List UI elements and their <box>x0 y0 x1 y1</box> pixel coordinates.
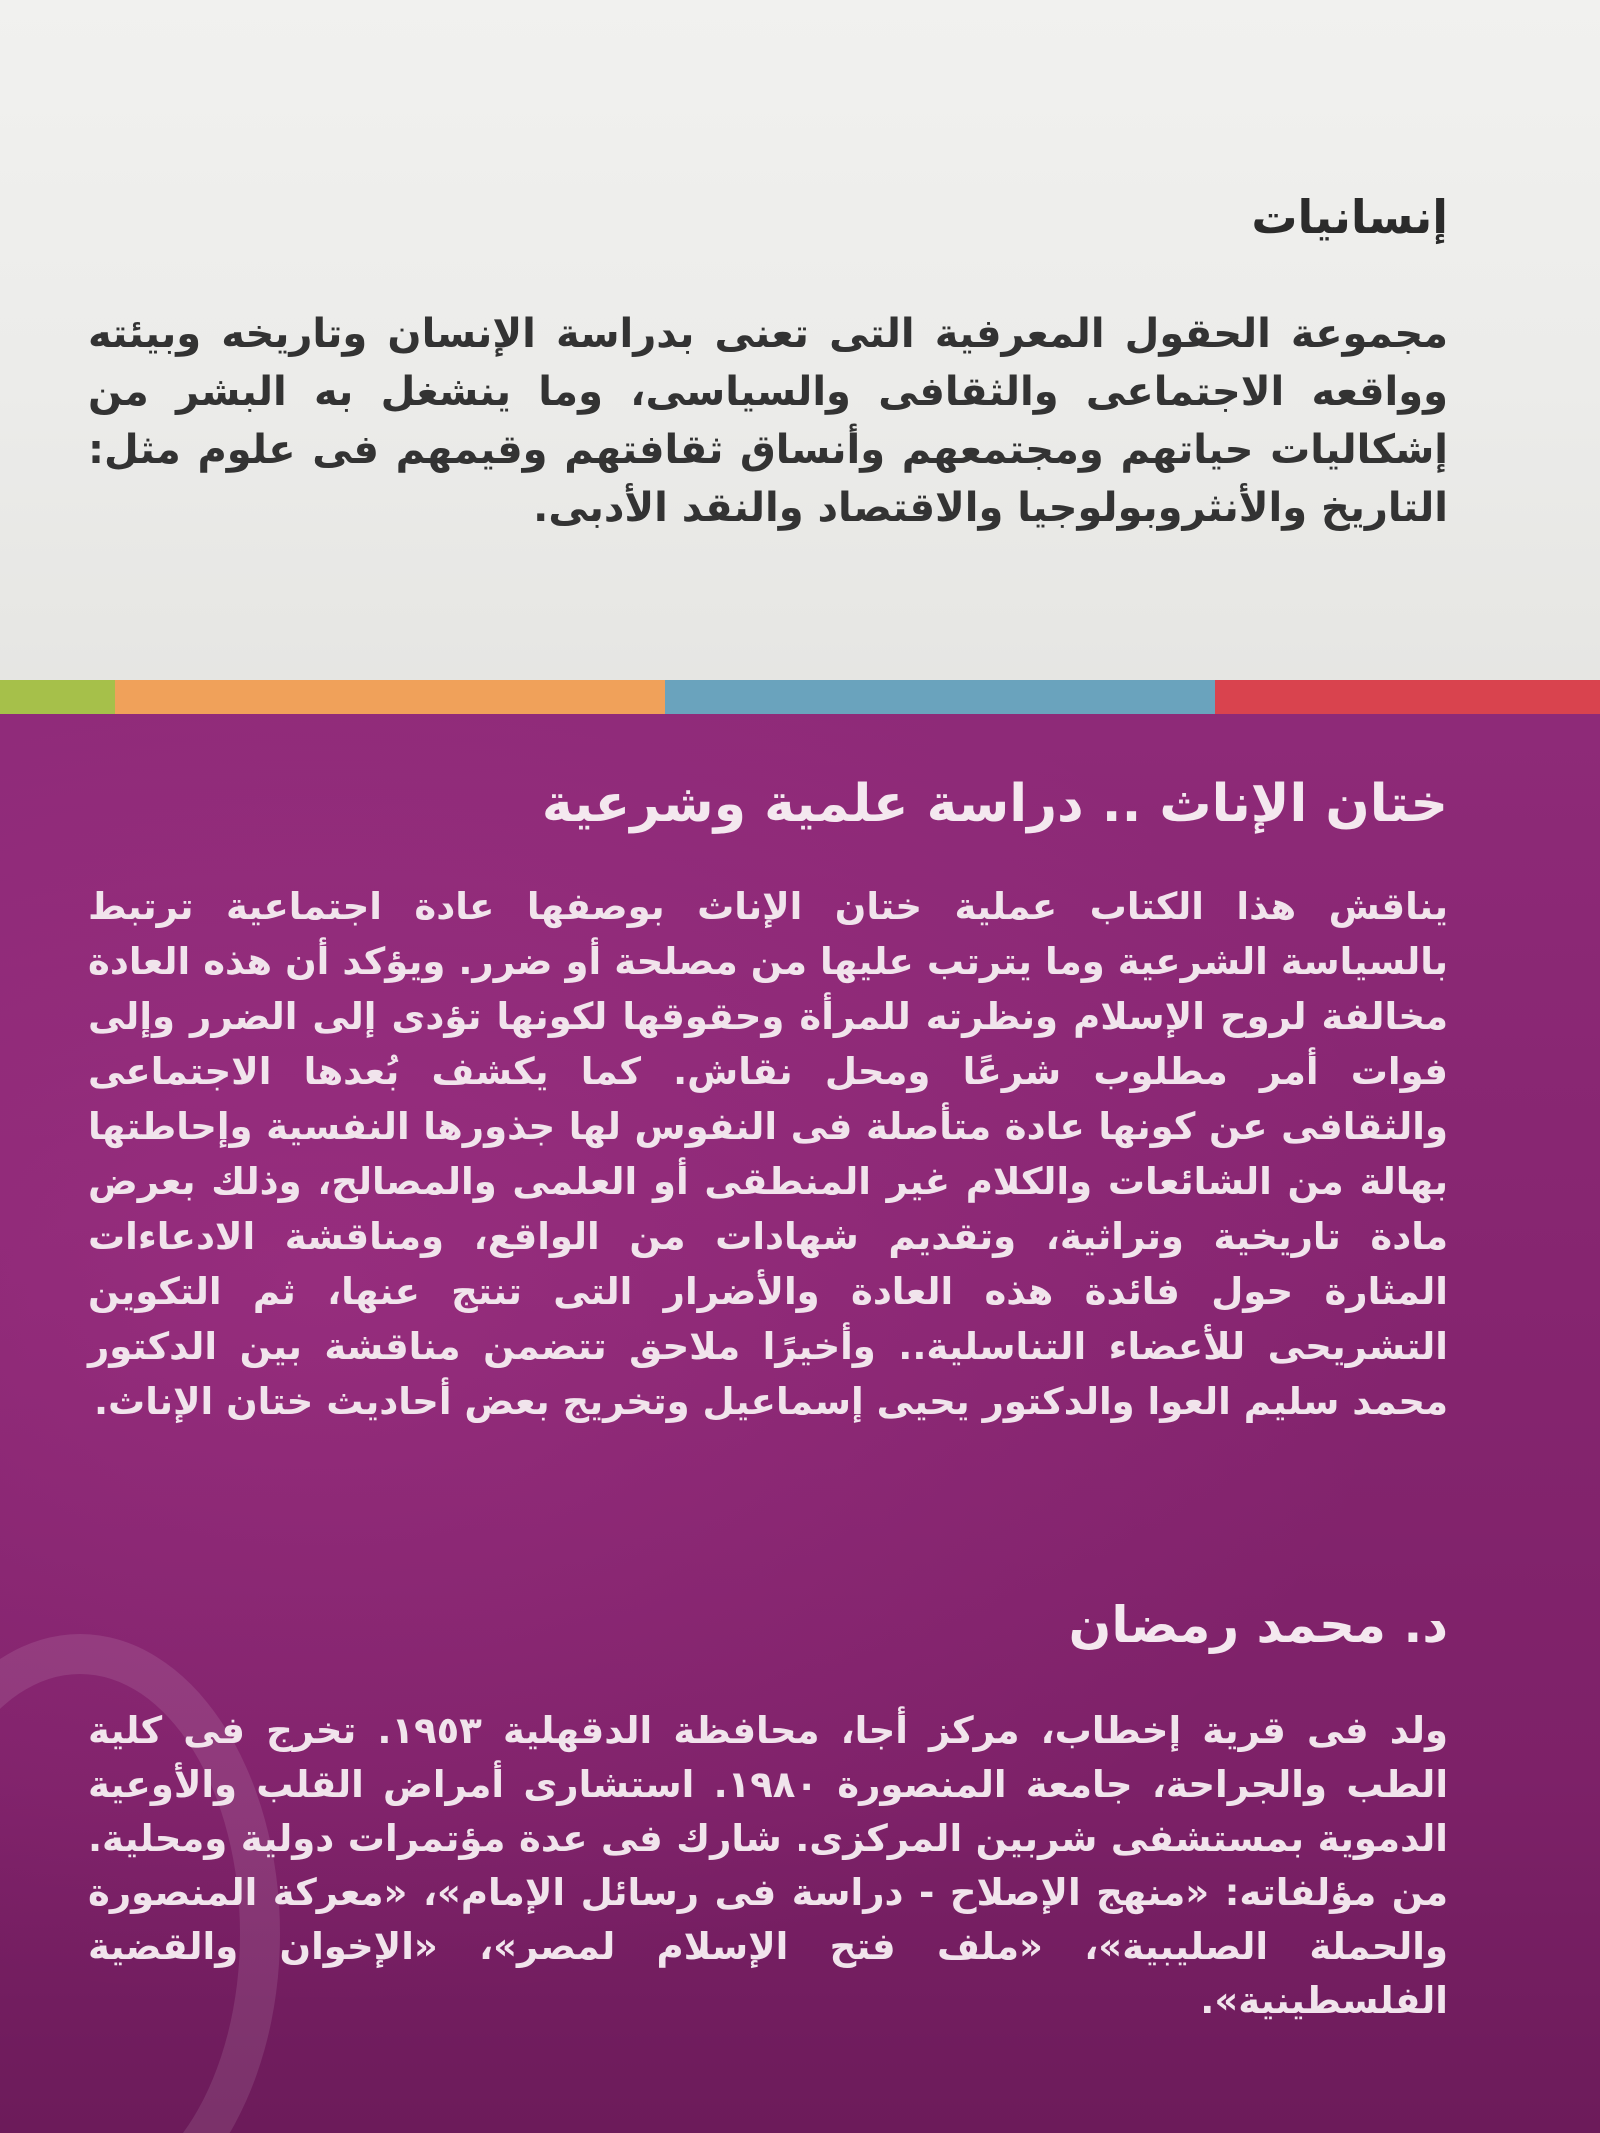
stripe-segment-red <box>1215 680 1600 714</box>
color-stripe <box>0 680 1600 714</box>
stripe-segment-orange <box>115 680 665 714</box>
book-description: يناقش هذا الكتاب عملية ختان الإناث بوصفها عادة اجتماعية ترتبط بالسياسة الشرعية وما يترتب عليها من مصلحة أو ضرر. ويؤكد أن هذه العادة مخالفة لروح الإسلام ونظرته للمرأة وحقوقها لكونها تؤدى إلى الضرر وإلى فوات أمر مطلوب شرعًا ومحل نقاش. كما يكشف بُعدها الاجتماعى والثقافى عن كونها عادة متأصلة فى النفوس لها جذورها النفسية وإحاطتها بهالة من الشائعات والكلام غير المنطقى أو العلمى والمصالح، وذلك بعرض مادة تاريخية وتراثية، وتقديم شهادات من الواقع، ومناقشة الادعاءات المثارة حول فائدة هذه العادة والأضرار التى تنتج عنها، ثم التكوين التشريحى للأعضاء التناسلية.. وأخيرًا ملاحق تتضمن مناقشة بين الدكتور محمد سليم العوا والدكتور يحيى إسماعيل وتخريج بعض أحاديث ختان الإناث. <box>88 885 1448 1423</box>
stripe-segment-blue <box>665 680 1215 714</box>
book-section <box>0 714 1600 2133</box>
book-title: ختان الإناث .. دراسة علمية وشرعية <box>541 774 1448 834</box>
series-description: مجموعة الحقول المعرفية التى تعنى بدراسة الإنسان وتاريخه وبيئته وواقعه الاجتماعى والثقافى والسياسى، وما ينشغل به البشر من إشكاليات حياتهم ومجتمعهم وأنساق ثقافتهم وقيمهم فى علوم مثل: التاريخ والأنثروبولوجيا والاقتصاد والنقد الأدبى. <box>88 311 1448 531</box>
series-section <box>0 0 1600 680</box>
author-bio: ولد فى قرية إخطاب، مركز أجا، محافظة الدقهلية ١٩٥٣. تخرج فى كلية الطب والجراحة، جامعة المنصورة ١٩٨٠. استشارى أمراض القلب والأوعية الدموية بمستشفى شربين المركزى. شارك فى عدة مؤتمرات دولية ومحلية. من مؤلفاته: «منهج الإصلاح - دراسة فى رسائل الإمام»، «معركة المنصورة والحملة الصليبية»، «ملف فتح الإسلام لمصر»، «الإخوان والقضية الفلسطينية». <box>88 1709 1449 2022</box>
author-name: د. محمد رمضان <box>1068 1596 1448 1654</box>
series-title: إنسانيات <box>1251 190 1448 244</box>
stripe-segment-green <box>0 680 115 714</box>
